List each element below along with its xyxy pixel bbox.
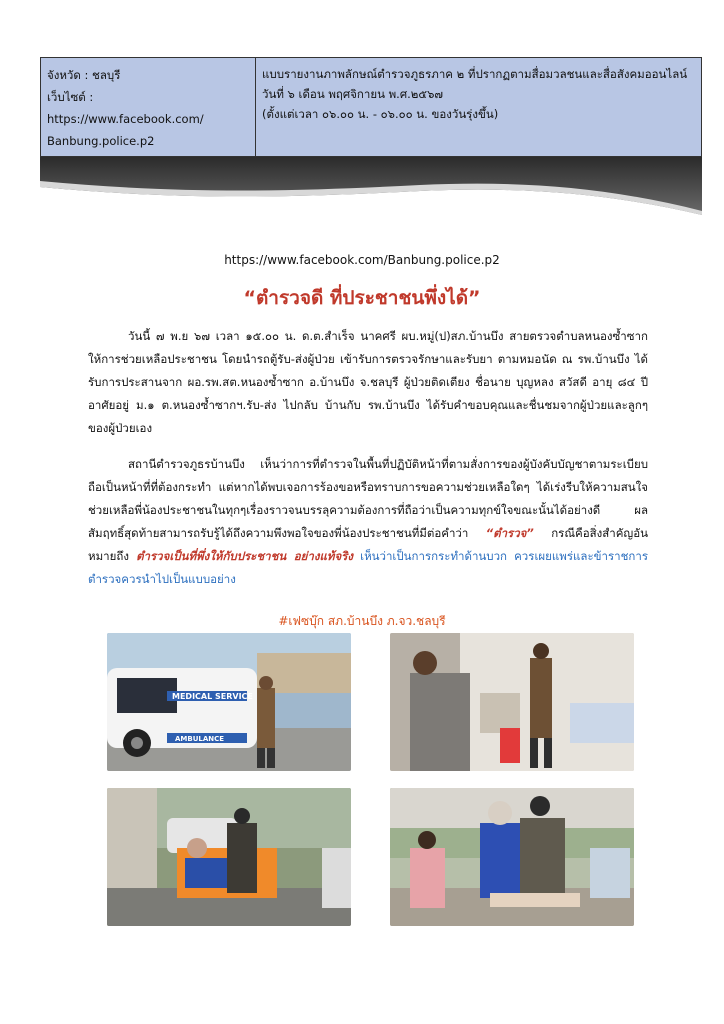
paragraph-2-part-a: สถานีตำรวจภูธรบ้านบึง เห็นว่าการที่ตำรวจในพื้นที่ปฏิบัติหน้าที่ตามสั่งการของผู้บังคับบัญชาตามระเบียบถือเป็นหน้าที่ที่ต้องกระทำ แต่หากได้พบเจอการร้องขอหรือทราบการขอความช่วยเหลือใดๆ ได้เร่งรีบให้ความสนใจช่วยเหลือพี่น้องประชาชนในทุกๆเรื่องราวจนบรรลุความต้องการที่ถือว่าเป็นความทุกข์ใจขณะนั้นได้อย่างดี ผลสัมฤทธิ์สุดท้ายสามารถรับรู้ได้ถึงความพึงพอใจของพี่น้องประชาชนที่มีต่อคำว่า (88, 457, 648, 540)
decorative-band (40, 157, 702, 215)
province-label: จังหวัด : ชลบุรี (47, 68, 121, 82)
report-line-2: วันที่ ๖ เดือน พฤศจิกายน พ.ศ.๒๕๖๗ (262, 87, 444, 101)
emphasis-text: ตำรวจเป็นที่พึ่งให้กับประชาชน อย่างแท้จริง (136, 549, 354, 563)
report-line-1: แบบรายงานภาพลักษณ์ตำรวจภูธรภาค ๒ ที่ปรากฏตามสื่อมวลชนและสื่อสังคมออนไลน์ (262, 67, 688, 81)
facebook-url[interactable]: https://www.facebook.com/Banbung.police.p2 (224, 253, 500, 267)
photo-stretcher (107, 788, 351, 926)
paragraph-2-part-c: เห็นว่าเป็นการกระทำด้านบวก ควรเผยแพร่และข้าราชการตำรวจควรนำไปเป็นแบบอย่าง (88, 549, 649, 586)
ambulance-label: AMBULANCE (175, 735, 225, 743)
report-line-3: (ตั้งแต่เวลา ๐๖.๐๐ น. - ๐๖.๐๐ น. ของวันรุ่งขึ้น) (262, 107, 499, 121)
report-header (40, 57, 702, 157)
header-left-cell (41, 58, 256, 156)
paragraph-1: วันนี้ ๗ พ.ย ๖๗ เวลา ๑๕.๐๐ น. ด.ต.สำเร็จ นาคศรี ผบ.หมู่(ป)สภ.บ้านบึง สายตรวจตำบลหนองซ้ำซาก ให้การช่วยเหลือประชาชน โดยนำรถตู้รับ-ส่งผู้ป่วย เข้ารับการตรวจรักษาและรับยา ตามหมอนัด ณ รพ.บ้านบึง ได้รับการประสานจาก ผอ.รพ.สต.หนองซ้ำซาก อ.บ้านบึง จ.ชลบุรี ผู้ป่วยติดเตียง ชื่อนาย บุญหลง สวัสดี อายุ ๘๔ ปี อาศัยอยู่ ม.๑ ต.หนองซ้ำซากฯ.รับ-ส่ง ไปกลับ บ้านกับ รพ.บ้านบึง ได้รับคำขอบคุณและชื่นชมจากผู้ป่วยและลูกๆของผู้ป่วยเอง (88, 329, 648, 435)
photo-ambulance (107, 633, 351, 771)
ambulance-banner: MEDICAL SERVICE (172, 692, 253, 701)
paragraph-2-part-b: กรณีคือสิ่งสำคัญอันหมายถึง (88, 526, 648, 563)
article-title: “ตำรวจดี ที่ประชาชนพึ่งได้” (243, 287, 481, 309)
police-quote: “ตำรวจ” (485, 526, 534, 540)
hashtag[interactable]: #เฟซบุ๊ก สภ.บ้านบึง ภ.จว.ชลบุรี (278, 614, 446, 628)
photo-carrying-patient (390, 788, 634, 926)
website-label: เว็บไซต์ : https://www.facebook.com/ (47, 90, 204, 126)
paragraph-2 (88, 453, 648, 591)
header-right-cell (256, 58, 701, 156)
website-cont: Banbung.police.p2 (47, 134, 155, 148)
photo-indoor-visit (390, 633, 634, 771)
